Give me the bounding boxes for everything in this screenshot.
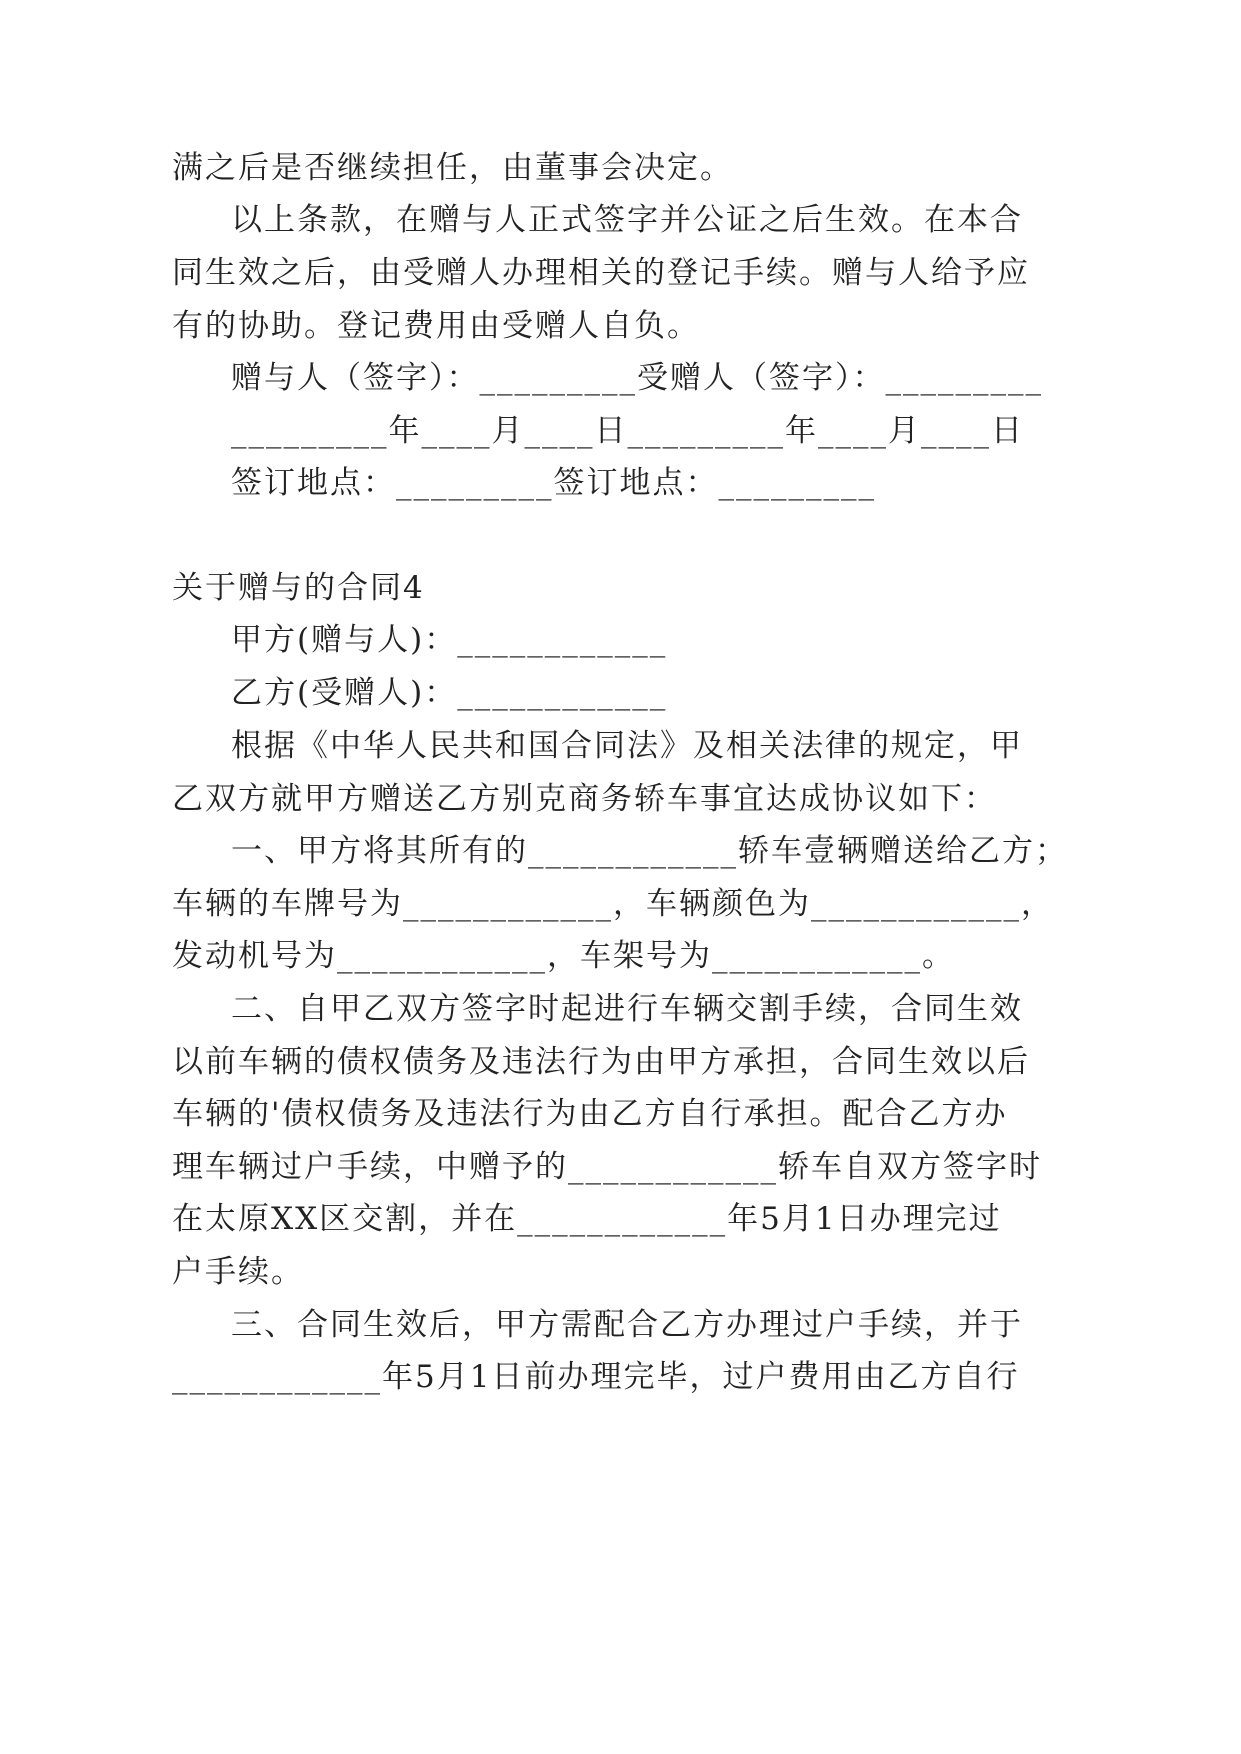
text-line: 乙双方就甲方赠送乙方别克商务轿车事宜达成协议如下： xyxy=(172,781,997,817)
text-line: 发动机号为____________，车架号为____________。 xyxy=(172,938,955,974)
party-b-line: 乙方(受赠人)：____________ xyxy=(231,675,668,711)
party-a-line: 甲方(赠与人)：____________ xyxy=(231,622,668,658)
text-line: 根据《中华人民共和国合同法》及相关法律的规定，甲 xyxy=(231,728,1023,764)
text-line: 车辆的'债权债务及违法行为由乙方自行承担。配合乙方办 xyxy=(172,1096,1008,1132)
signature-line: 赠与人（签字）：_________受赠人（签字）：_________ xyxy=(231,360,1043,396)
text-line: 在太原XX区交割，并在____________年5月1日办理完过 xyxy=(172,1201,1002,1237)
text-line: 以前车辆的债权债务及违法行为由甲方承担，合同生效以后 xyxy=(172,1044,1030,1080)
text-line: 以上条款，在赠与人正式签字并公证之后生效。在本合 xyxy=(231,202,1023,238)
text-line: ____________年5月1日前办理完毕，过户费用由乙方自行 xyxy=(172,1359,1020,1395)
text-line: 户手续。 xyxy=(172,1254,304,1290)
clause-3-line: 三、合同生效后，甲方需配合乙方办理过户手续，并于 xyxy=(231,1307,1023,1343)
text-line: 理车辆过户手续，中赠予的____________轿车自双方签字时 xyxy=(172,1149,1042,1185)
text-line: 满之后是否继续担任，由董事会决定。 xyxy=(172,150,733,186)
section-title: 关于赠与的合同4 xyxy=(172,570,425,606)
date-line: _________年____月____日_________年____月____日 xyxy=(231,413,1024,449)
clause-2-line: 二、自甲乙双方签字时起进行车辆交割手续，合同生效 xyxy=(231,991,1023,1027)
place-line: 签订地点：_________签订地点：_________ xyxy=(231,465,876,501)
text-line: 有的协助。登记费用由受赠人自负。 xyxy=(172,308,700,344)
clause-1-line: 一、甲方将其所有的____________轿车壹辆赠送给乙方； xyxy=(231,833,1068,869)
text-line: 车辆的车牌号为____________，车辆颜色为____________， xyxy=(172,886,1054,922)
text-line: 同生效之后，由受赠人办理相关的登记手续。赠与人给予应 xyxy=(172,255,1030,291)
